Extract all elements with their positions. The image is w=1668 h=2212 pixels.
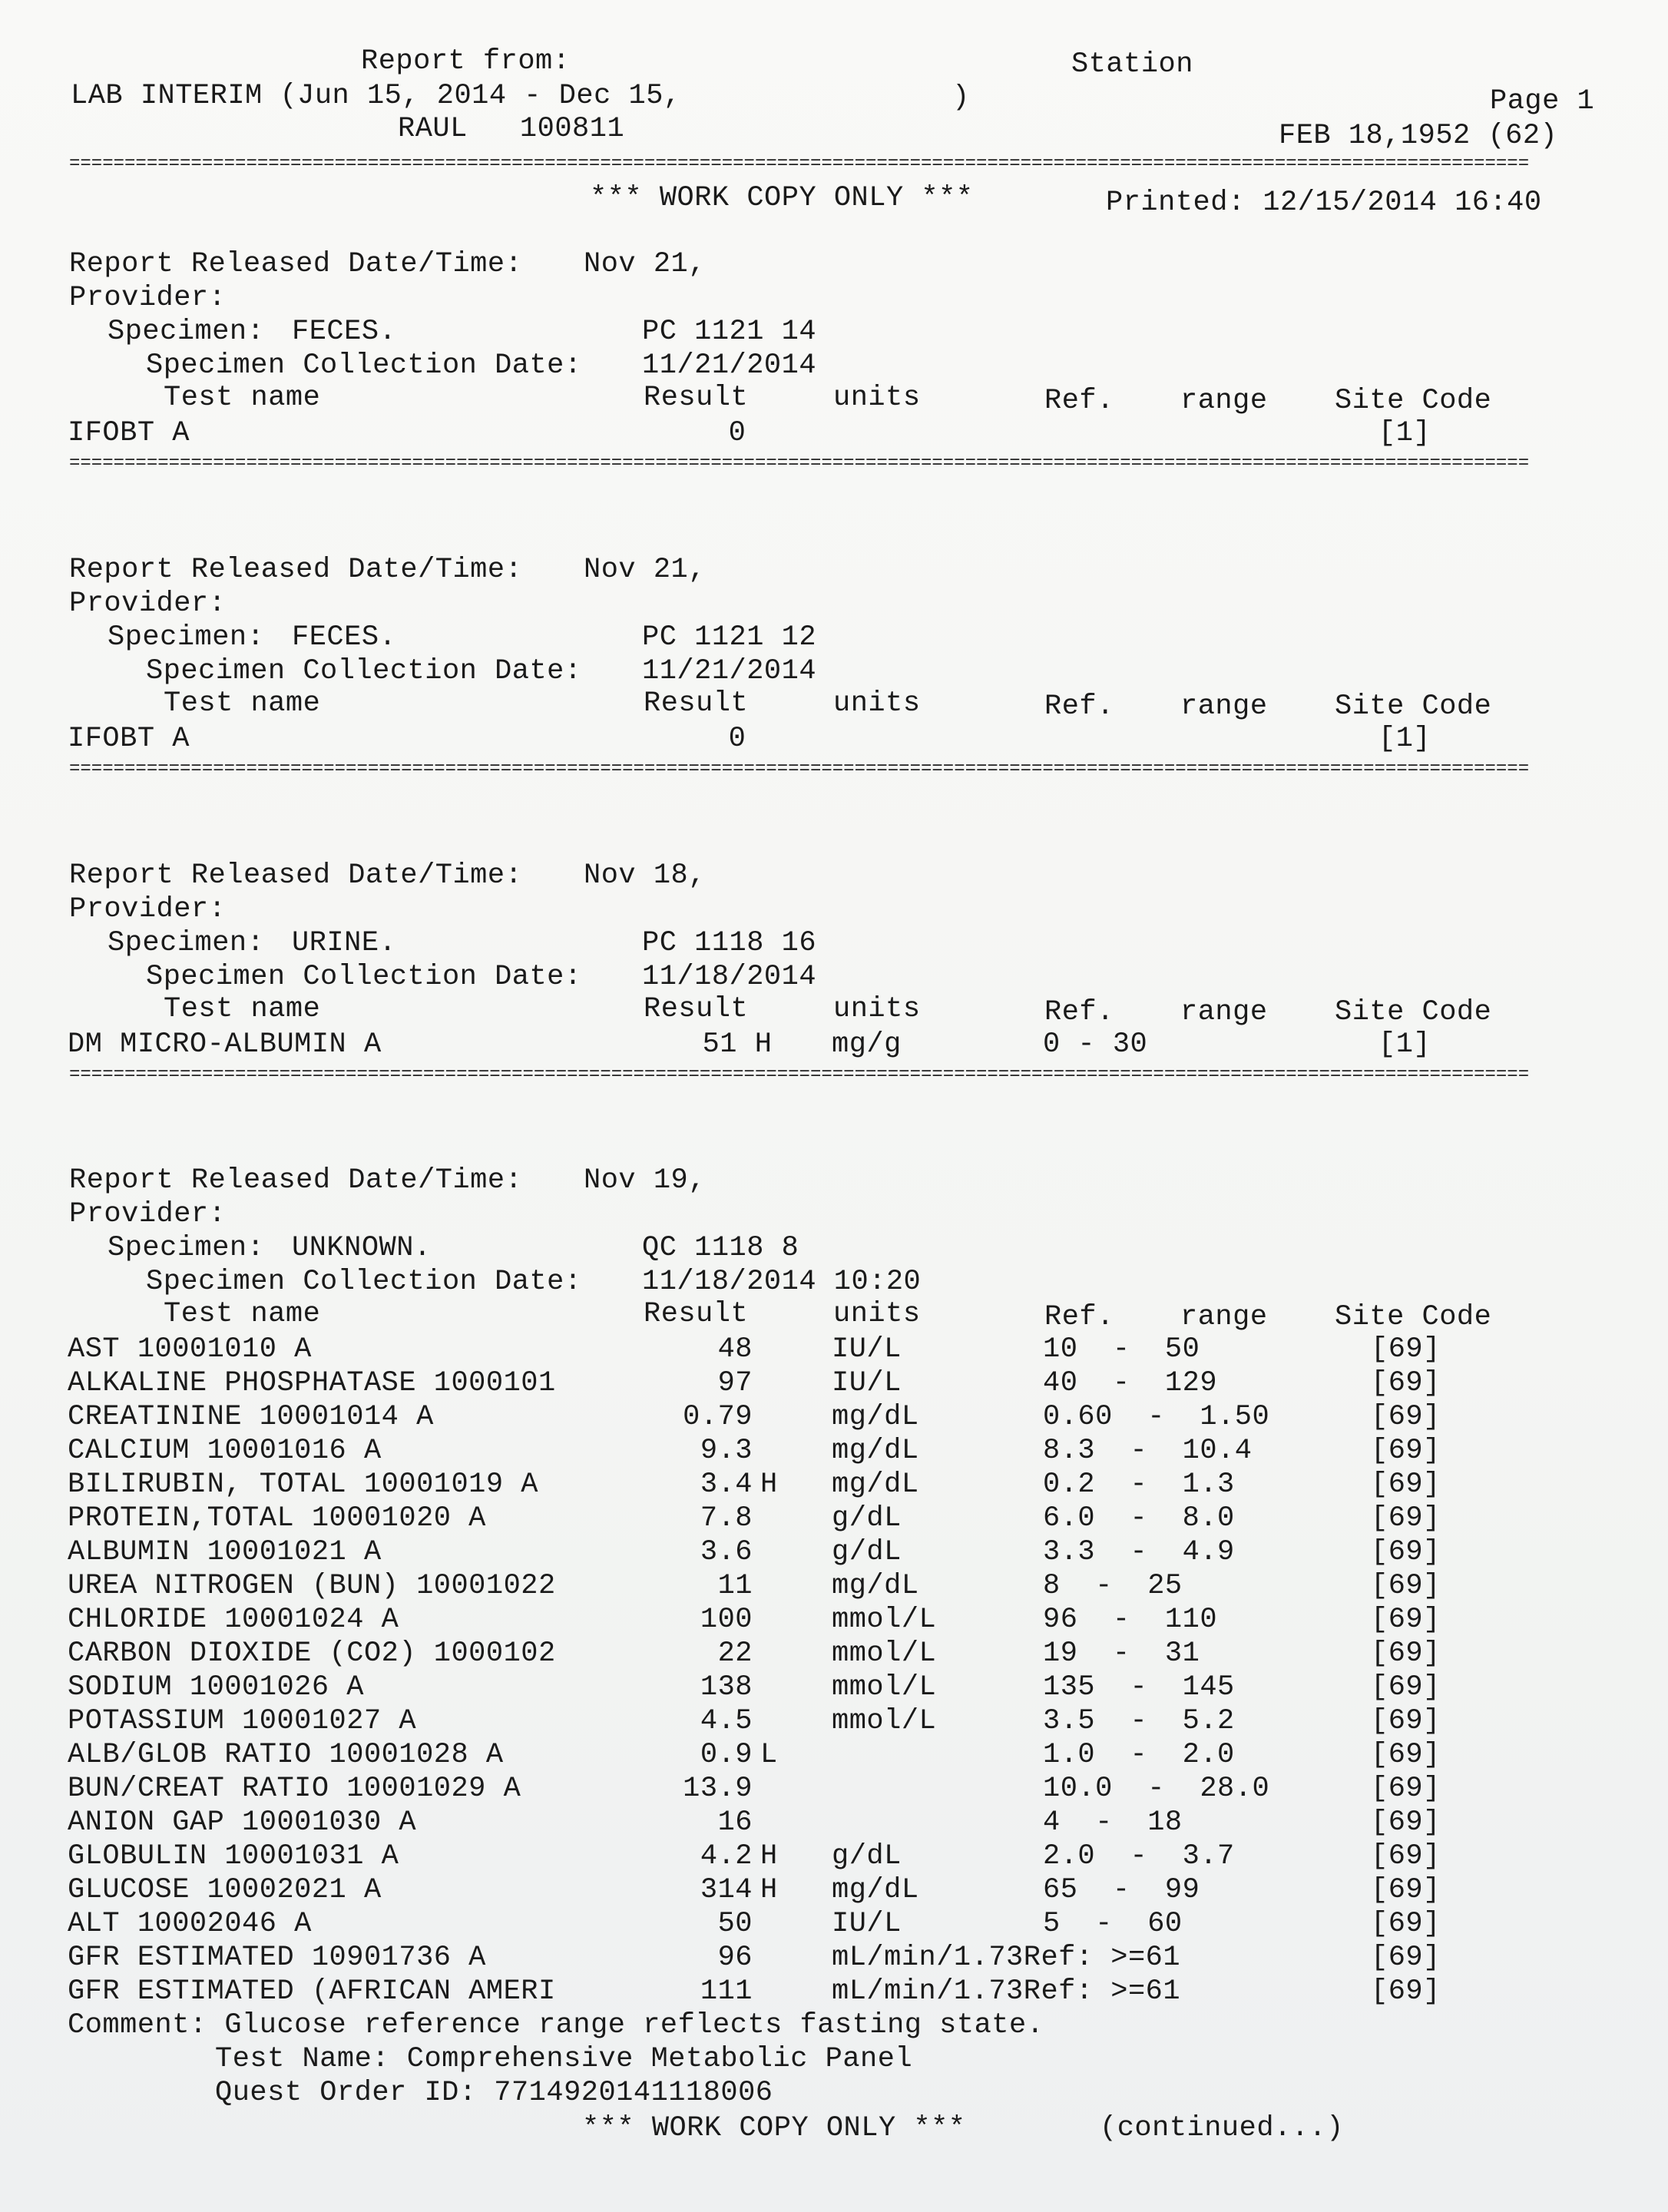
specimen-label: Specimen: xyxy=(108,927,265,959)
col-header-test-name: Test name xyxy=(164,993,321,1025)
test-result: 4.5 xyxy=(700,1705,753,1737)
col-header-units: units xyxy=(833,1298,921,1330)
lab-interim-close: ) xyxy=(952,81,970,114)
test-units: mg/dL xyxy=(832,1435,919,1467)
test-name: GLOBULIN 10001031 A xyxy=(68,1840,399,1873)
test-name: ANION GAP 10001030 A xyxy=(68,1806,417,1839)
provider-label: Provider: xyxy=(69,588,227,620)
accession-number: QC 1118 8 xyxy=(642,1232,799,1264)
footer-continued: (continued...) xyxy=(1100,2112,1344,2144)
test-site-code: [69] xyxy=(1371,1469,1441,1501)
test-ref-range: 5 - 60 xyxy=(1043,1908,1183,1940)
col-header-ref: Ref. xyxy=(1044,996,1114,1028)
report-order-id: Quest Order ID: 7714920141118006 xyxy=(215,2077,773,2109)
section-separator: ==================================================================================================================================== xyxy=(69,760,1530,779)
test-units: mmol/L xyxy=(832,1671,937,1704)
col-header-units: units xyxy=(833,993,921,1025)
col-header-range: range xyxy=(1180,1301,1268,1333)
test-site-code: [69] xyxy=(1371,1874,1441,1906)
specimen-value: UNKNOWN. xyxy=(292,1232,432,1264)
test-site-code: [69] xyxy=(1371,1367,1441,1399)
test-units: mg/dL xyxy=(832,1570,919,1602)
test-name: DM MICRO-ALBUMIN A xyxy=(68,1028,382,1061)
printed-timestamp: Printed: 12/15/2014 16:40 xyxy=(1106,187,1542,219)
test-site-code: [69] xyxy=(1371,1773,1441,1805)
provider-label: Provider: xyxy=(69,1198,227,1230)
released-value: Nov 21, xyxy=(584,554,706,586)
test-name: CALCIUM 10001016 A xyxy=(68,1435,382,1467)
test-result-flag: H xyxy=(760,1469,778,1501)
test-units: g/dL xyxy=(832,1536,902,1568)
test-units: mL/min/1.73Ref: >=61 xyxy=(832,1942,1181,1974)
specimen-value: URINE. xyxy=(292,927,397,959)
collection-date-value: 11/18/2014 xyxy=(642,961,817,993)
test-result: 9.3 xyxy=(700,1435,753,1467)
test-result: 48 xyxy=(717,1333,753,1366)
collection-date-value: 11/21/2014 xyxy=(642,655,817,687)
test-units: mg/dL xyxy=(832,1469,919,1501)
test-ref-range: 0 - 30 xyxy=(1043,1028,1148,1061)
test-result: 97 xyxy=(717,1367,753,1399)
test-result-flag: H xyxy=(760,1874,778,1906)
station-label: Station xyxy=(1071,48,1193,81)
test-site-code: [69] xyxy=(1371,1604,1441,1636)
test-result: 96 xyxy=(717,1942,753,1974)
col-header-units: units xyxy=(833,687,921,720)
test-units: mmol/L xyxy=(832,1604,937,1636)
test-ref-range: 40 - 129 xyxy=(1043,1367,1218,1399)
col-header-range: range xyxy=(1180,385,1268,417)
test-site-code: [69] xyxy=(1371,1435,1441,1467)
test-ref-range: 0.60 - 1.50 xyxy=(1043,1401,1270,1433)
page-number: Page 1 xyxy=(1490,85,1595,118)
test-site-code: [69] xyxy=(1371,1705,1441,1737)
released-value: Nov 21, xyxy=(584,248,706,280)
specimen-label: Specimen: xyxy=(108,316,265,348)
col-header-ref: Ref. xyxy=(1044,1301,1114,1333)
collection-date-label: Specimen Collection Date: xyxy=(146,655,582,687)
col-header-result: Result xyxy=(644,382,749,414)
test-result: 4.2 xyxy=(700,1840,753,1873)
test-name: AST 10001010 A xyxy=(68,1333,312,1366)
test-site-code: [69] xyxy=(1371,1908,1441,1940)
test-site-code: [1] xyxy=(1378,1028,1431,1061)
test-site-code: [69] xyxy=(1371,1333,1441,1366)
test-name: ALKALINE PHOSPHATASE 1000101 xyxy=(68,1367,556,1399)
test-result: 13.9 xyxy=(683,1773,753,1805)
test-ref-range: 8.3 - 10.4 xyxy=(1043,1435,1253,1467)
test-result: 100 xyxy=(700,1604,753,1636)
released-label: Report Released Date/Time: xyxy=(69,1164,523,1197)
test-site-code: [69] xyxy=(1371,1840,1441,1873)
test-result: 0.79 xyxy=(683,1401,753,1433)
test-result: 0 xyxy=(728,417,746,449)
col-header-site-code: Site Code xyxy=(1335,996,1492,1028)
test-name: POTASSIUM 10001027 A xyxy=(68,1705,417,1737)
test-name: GFR ESTIMATED (AFRICAN AMERI xyxy=(68,1975,556,2008)
test-result: 3.6 xyxy=(700,1536,753,1568)
test-result: 7.8 xyxy=(700,1502,753,1535)
test-name: BILIRUBIN, TOTAL 10001019 A xyxy=(68,1469,538,1501)
test-name: PROTEIN,TOTAL 10001020 A xyxy=(68,1502,486,1535)
patient-dob: FEB 18,1952 (62) xyxy=(1279,120,1558,152)
test-units: g/dL xyxy=(832,1840,902,1873)
test-name: IFOBT A xyxy=(68,417,190,449)
test-site-code: [1] xyxy=(1378,417,1431,449)
collection-date-value: 11/21/2014 xyxy=(642,349,817,382)
collection-date-label: Specimen Collection Date: xyxy=(146,961,582,993)
test-ref-range: 10 - 50 xyxy=(1043,1333,1200,1366)
test-result: 0 xyxy=(728,723,746,755)
test-name: CHLORIDE 10001024 A xyxy=(68,1604,399,1636)
test-ref-range: 1.0 - 2.0 xyxy=(1043,1739,1235,1771)
test-units: mmol/L xyxy=(832,1705,937,1737)
test-name: GFR ESTIMATED 10901736 A xyxy=(68,1942,486,1974)
released-value: Nov 18, xyxy=(584,859,706,892)
test-units: IU/L xyxy=(832,1333,902,1366)
collection-date-value: 11/18/2014 10:20 xyxy=(642,1266,922,1298)
test-ref-range: 4 - 18 xyxy=(1043,1806,1183,1839)
test-name: ALT 10002046 A xyxy=(68,1908,312,1940)
test-site-code: [69] xyxy=(1371,1671,1441,1704)
test-result: 22 xyxy=(717,1637,753,1670)
section-separator: ==================================================================================================================================== xyxy=(69,455,1530,473)
specimen-value: FECES. xyxy=(292,316,397,348)
report-from-label: Report from: xyxy=(361,45,571,78)
test-site-code: [69] xyxy=(1371,1739,1441,1771)
col-header-site-code: Site Code xyxy=(1335,690,1492,723)
col-header-result: Result xyxy=(644,1298,749,1330)
test-units: mg/g xyxy=(832,1028,902,1061)
col-header-test-name: Test name xyxy=(164,382,321,414)
test-name: UREA NITROGEN (BUN) 10001022 xyxy=(68,1570,556,1602)
test-site-code: [69] xyxy=(1371,1806,1441,1839)
provider-label: Provider: xyxy=(69,893,227,926)
test-name: BUN/CREAT RATIO 10001029 A xyxy=(68,1773,521,1805)
test-ref-range: 65 - 99 xyxy=(1043,1874,1200,1906)
col-header-units: units xyxy=(833,382,921,414)
collection-date-label: Specimen Collection Date: xyxy=(146,1266,582,1298)
test-site-code: [69] xyxy=(1371,1942,1441,1974)
specimen-value: FECES. xyxy=(292,621,397,654)
test-ref-range: 3.5 - 5.2 xyxy=(1043,1705,1235,1737)
test-ref-range: 2.0 - 3.7 xyxy=(1043,1840,1235,1873)
test-name: CREATININE 10001014 A xyxy=(68,1401,434,1433)
released-label: Report Released Date/Time: xyxy=(69,248,523,280)
test-result: 0.9 xyxy=(700,1739,753,1771)
test-result: 138 xyxy=(700,1671,753,1704)
test-result: 51 H xyxy=(702,1028,773,1061)
test-units: mg/dL xyxy=(832,1401,919,1433)
test-name: ALBUMIN 10001021 A xyxy=(68,1536,382,1568)
test-site-code: [69] xyxy=(1371,1637,1441,1670)
test-result-flag: L xyxy=(760,1739,778,1771)
lab-interim-range: LAB INTERIM (Jun 15, 2014 - Dec 15, xyxy=(71,80,681,112)
specimen-label: Specimen: xyxy=(108,621,265,654)
test-name: IFOBT A xyxy=(68,723,190,755)
test-ref-range: 19 - 31 xyxy=(1043,1637,1200,1670)
test-site-code: [1] xyxy=(1378,723,1431,755)
test-result: 3.4 xyxy=(700,1469,753,1501)
accession-number: PC 1121 12 xyxy=(642,621,817,654)
test-result: 111 xyxy=(700,1975,753,2008)
test-result: 16 xyxy=(717,1806,753,1839)
test-units: IU/L xyxy=(832,1367,902,1399)
col-header-site-code: Site Code xyxy=(1335,385,1492,417)
col-header-result: Result xyxy=(644,993,749,1025)
patient-name: RAUL 100811 xyxy=(398,113,625,145)
test-ref-range: 135 - 145 xyxy=(1043,1671,1235,1704)
test-site-code: [69] xyxy=(1371,1975,1441,2008)
accession-number: PC 1118 16 xyxy=(642,927,817,959)
test-units: IU/L xyxy=(832,1908,902,1940)
header-separator: ==================================================================================================================================== xyxy=(69,155,1530,174)
test-site-code: [69] xyxy=(1371,1502,1441,1535)
test-ref-range: 6.0 - 8.0 xyxy=(1043,1502,1235,1535)
released-value: Nov 19, xyxy=(584,1164,706,1197)
test-units: mmol/L xyxy=(832,1637,937,1670)
collection-date-label: Specimen Collection Date: xyxy=(146,349,582,382)
test-ref-range: 3.3 - 4.9 xyxy=(1043,1536,1235,1568)
test-units: g/dL xyxy=(832,1502,902,1535)
test-name: GLUCOSE 10002021 A xyxy=(68,1874,382,1906)
test-units: mL/min/1.73Ref: >=61 xyxy=(832,1975,1181,2008)
footer-work-copy: *** WORK COPY ONLY *** xyxy=(582,2112,966,2144)
col-header-result: Result xyxy=(644,687,749,720)
test-site-code: [69] xyxy=(1371,1401,1441,1433)
test-result: 314 xyxy=(700,1874,753,1906)
released-label: Report Released Date/Time: xyxy=(69,554,523,586)
col-header-ref: Ref. xyxy=(1044,385,1114,417)
col-header-site-code: Site Code xyxy=(1335,1301,1492,1333)
accession-number: PC 1121 14 xyxy=(642,316,817,348)
provider-label: Provider: xyxy=(69,282,227,314)
test-result: 11 xyxy=(717,1570,753,1602)
col-header-test-name: Test name xyxy=(164,1298,321,1330)
test-site-code: [69] xyxy=(1371,1536,1441,1568)
test-site-code: [69] xyxy=(1371,1570,1441,1602)
test-ref-range: 0.2 - 1.3 xyxy=(1043,1469,1235,1501)
test-ref-range: 8 - 25 xyxy=(1043,1570,1183,1602)
col-header-range: range xyxy=(1180,690,1268,723)
test-ref-range: 10.0 - 28.0 xyxy=(1043,1773,1270,1805)
col-header-range: range xyxy=(1180,996,1268,1028)
section-separator: ==================================================================================================================================== xyxy=(69,1066,1530,1084)
work-copy-banner: *** WORK COPY ONLY *** xyxy=(590,182,974,214)
test-name: ALB/GLOB RATIO 10001028 A xyxy=(68,1739,504,1771)
test-units: mg/dL xyxy=(832,1874,919,1906)
test-name: CARBON DIOXIDE (CO2) 1000102 xyxy=(68,1637,556,1670)
col-header-ref: Ref. xyxy=(1044,690,1114,723)
test-name: SODIUM 10001026 A xyxy=(68,1671,364,1704)
released-label: Report Released Date/Time: xyxy=(69,859,523,892)
col-header-test-name: Test name xyxy=(164,687,321,720)
test-ref-range: 96 - 110 xyxy=(1043,1604,1218,1636)
report-comment: Comment: Glucose reference range reflects fasting state. xyxy=(68,2009,1044,2041)
test-result: 50 xyxy=(717,1908,753,1940)
report-test-panel: Test Name: Comprehensive Metabolic Panel xyxy=(215,2043,913,2075)
specimen-label: Specimen: xyxy=(108,1232,265,1264)
test-result-flag: H xyxy=(760,1840,778,1873)
